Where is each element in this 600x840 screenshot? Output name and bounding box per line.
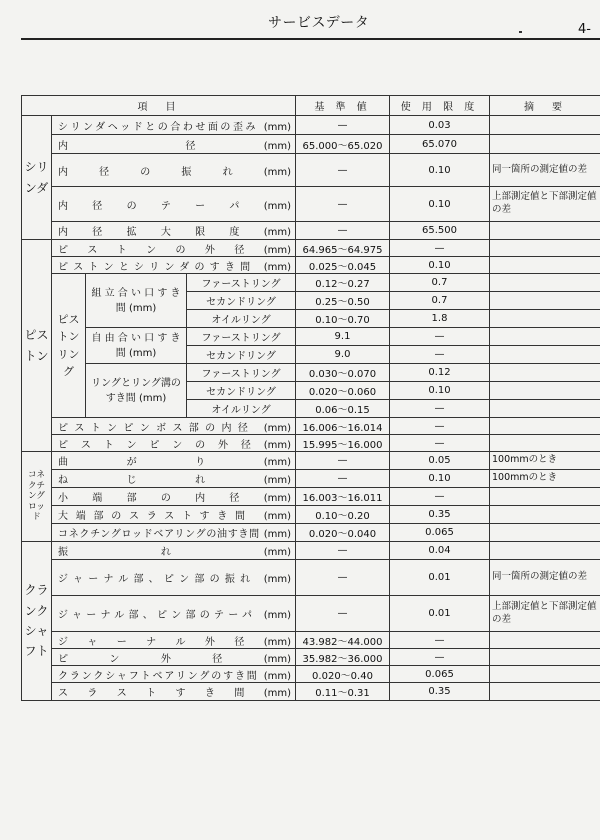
limit-value: 0.10 [390, 154, 490, 187]
limit-value: — [390, 435, 490, 452]
column-header-note: 摘 要 [490, 96, 600, 116]
item-label: ピ ス ト ン の 外 径 (mm) [52, 240, 296, 257]
note [490, 542, 600, 560]
table-row [22, 596, 600, 632]
item-label: ピストンピンボス部の内径 (mm) [52, 418, 296, 435]
limit-value: 0.7 [390, 274, 490, 292]
group-label-piston: ピストン [22, 240, 52, 452]
item-label: 内 径 (mm) [52, 135, 296, 154]
page-title: サービスデータ [268, 15, 370, 31]
ring-name: オイルリング [187, 310, 296, 328]
note: 上部測定値と下部測定値の差 [490, 187, 600, 222]
item-label: ピストンとシリンダのすき間 (mm) [52, 257, 296, 274]
limit-value: — [390, 418, 490, 435]
service-data-table [21, 95, 600, 701]
ring-name: セカンドリング [187, 346, 296, 364]
item-label: クランクシャフトベアリングのすき間 (mm) [52, 666, 296, 683]
ring-name: ファーストリング [187, 274, 296, 292]
item-label: ね じ れ (mm) [52, 470, 296, 488]
item-label: 小 端 部 の 内 径 (mm) [52, 488, 296, 506]
table-row [22, 364, 600, 382]
standard-value: — [296, 187, 390, 222]
limit-value: 0.01 [390, 560, 490, 596]
table-row [22, 560, 600, 596]
limit-value: 0.065 [390, 524, 490, 542]
note [490, 382, 600, 400]
standard-value: 0.025〜0.045 [296, 257, 390, 274]
item-label: ジャーナル部、ピン部のテーパ (mm) [52, 596, 296, 632]
standard-value: 15.995〜16.000 [296, 435, 390, 452]
note [490, 435, 600, 452]
limit-value: 0.04 [390, 542, 490, 560]
group-label-cylinder: シリンダ [22, 116, 52, 240]
page-number: 4- [578, 22, 591, 37]
item-label: コネクチングロッドベアリングの油すき間 (mm) [52, 524, 296, 542]
limit-value: 0.01 [390, 596, 490, 632]
limit-value: 0.10 [390, 382, 490, 400]
note [490, 649, 600, 666]
note [490, 346, 600, 364]
limit-value: — [390, 488, 490, 506]
note [490, 364, 600, 382]
ring-name: ファーストリング [187, 328, 296, 346]
table-row [22, 257, 600, 274]
standard-value: 9.1 [296, 328, 390, 346]
item-label: 内 径 の テ ー パ (mm) [52, 187, 296, 222]
standard-value: 65.000〜65.020 [296, 135, 390, 154]
item-label: ピ ス ト ン ピ ン の 外 径 (mm) [52, 435, 296, 452]
note [490, 257, 600, 274]
note [490, 418, 600, 435]
standard-value: 0.10〜0.70 [296, 310, 390, 328]
limit-value: 0.10 [390, 470, 490, 488]
standard-value: 0.020〜0.40 [296, 666, 390, 683]
note [490, 488, 600, 506]
item-label: シリンダヘッドとの合わせ面の歪み (mm) [52, 116, 296, 135]
standard-value: 64.965〜64.975 [296, 240, 390, 257]
table-row [22, 222, 600, 240]
table-row [22, 488, 600, 506]
standard-value: 16.003〜16.011 [296, 488, 390, 506]
note [490, 506, 600, 524]
ring-measure-label: 組 立 合 い 口 す き 間 (mm) [86, 274, 187, 328]
ring-name: ファーストリング [187, 364, 296, 382]
note: 同一箇所の測定値の差 [490, 560, 600, 596]
ring-measure-label: 自 由 合 い 口 す き 間 (mm) [86, 328, 187, 364]
item-label: ピ ン 外 径 (mm) [52, 649, 296, 666]
group-label-crankshaft: クランクシャフト [22, 542, 52, 701]
column-header-standard: 基 準 値 [296, 96, 390, 116]
standard-value: 43.982〜44.000 [296, 632, 390, 649]
table-row [22, 542, 600, 560]
limit-value: — [390, 632, 490, 649]
standard-value: 35.982〜36.000 [296, 649, 390, 666]
limit-value: — [390, 346, 490, 364]
table-row [22, 666, 600, 683]
table-row [22, 435, 600, 452]
limit-value: 0.10 [390, 187, 490, 222]
scan-mark [519, 31, 522, 33]
standard-value: — [296, 560, 390, 596]
note [490, 328, 600, 346]
standard-value: — [296, 596, 390, 632]
standard-value: — [296, 116, 390, 135]
limit-value: 0.03 [390, 116, 490, 135]
item-label: 振 れ (mm) [52, 542, 296, 560]
table-row [22, 418, 600, 435]
table-body [22, 116, 600, 701]
limit-value: 0.065 [390, 666, 490, 683]
standard-value: 0.030〜0.070 [296, 364, 390, 382]
limit-value: — [390, 240, 490, 257]
table-row [22, 649, 600, 666]
note [490, 135, 600, 154]
group-label-conrod: コネクチングロッド [22, 452, 52, 542]
limit-value: — [390, 328, 490, 346]
table-row [22, 154, 600, 187]
standard-value: — [296, 452, 390, 470]
item-label: 曲 が り (mm) [52, 452, 296, 470]
note: 100mmのとき [490, 470, 600, 488]
limit-value: 0.05 [390, 452, 490, 470]
standard-value: 0.10〜0.20 [296, 506, 390, 524]
limit-value: — [390, 649, 490, 666]
item-label: ス ラ ス ト す き 間 (mm) [52, 683, 296, 701]
note [490, 240, 600, 257]
note: 同一箇所の測定値の差 [490, 154, 600, 187]
limit-value: 0.7 [390, 292, 490, 310]
standard-value: — [296, 222, 390, 240]
table-row [22, 274, 600, 292]
limit-value: 0.35 [390, 506, 490, 524]
note [490, 400, 600, 418]
note [490, 683, 600, 701]
table-row [22, 135, 600, 154]
standard-value: 0.25〜0.50 [296, 292, 390, 310]
standard-value: — [296, 154, 390, 187]
ring-measure-label: リングとリング溝のすき間 (mm) [86, 364, 187, 418]
table-row [22, 116, 600, 135]
standard-value: — [296, 470, 390, 488]
note [490, 666, 600, 683]
standard-value: 0.020〜0.060 [296, 382, 390, 400]
standard-value: 9.0 [296, 346, 390, 364]
note: 100mmのとき [490, 452, 600, 470]
ring-name: セカンドリング [187, 292, 296, 310]
standard-value: — [296, 542, 390, 560]
note [490, 310, 600, 328]
standard-value: 0.12〜0.27 [296, 274, 390, 292]
table-row [22, 524, 600, 542]
item-label: ジャーナル部、ピン部の振れ (mm) [52, 560, 296, 596]
group-label-piston-ring: ピストンリング [52, 274, 86, 418]
limit-value: 0.10 [390, 257, 490, 274]
standard-value: 0.11〜0.31 [296, 683, 390, 701]
column-header-limit: 使 用 限 度 [390, 96, 490, 116]
note [490, 632, 600, 649]
limit-value: 1.8 [390, 310, 490, 328]
note [490, 116, 600, 135]
ring-name: オイルリング [187, 400, 296, 418]
item-label: 内 径 の 振 れ (mm) [52, 154, 296, 187]
table-row [22, 632, 600, 649]
note [490, 274, 600, 292]
note [490, 222, 600, 240]
table-row [22, 240, 600, 257]
table-row [22, 328, 600, 346]
limit-value: 65.070 [390, 135, 490, 154]
limit-value: 0.12 [390, 364, 490, 382]
note: 上部測定値と下部測定値の差 [490, 596, 600, 632]
limit-value: — [390, 400, 490, 418]
standard-value: 0.06〜0.15 [296, 400, 390, 418]
limit-value: 0.35 [390, 683, 490, 701]
limit-value: 65.500 [390, 222, 490, 240]
column-header-item: 項 目 [22, 96, 296, 116]
note [490, 524, 600, 542]
item-label: ジ ャ ー ナ ル 外 径 (mm) [52, 632, 296, 649]
table-header-row [22, 96, 600, 116]
header-rule [21, 38, 600, 40]
ring-name: セカンドリング [187, 382, 296, 400]
standard-value: 0.020〜0.040 [296, 524, 390, 542]
note [490, 292, 600, 310]
table-row [22, 470, 600, 488]
item-label: 内 径 拡 大 限 度 (mm) [52, 222, 296, 240]
table-row [22, 452, 600, 470]
table-row [22, 187, 600, 222]
standard-value: 16.006〜16.014 [296, 418, 390, 435]
item-label: 大端部のスラストすき間 (mm) [52, 506, 296, 524]
table-row [22, 683, 600, 701]
table-row [22, 506, 600, 524]
